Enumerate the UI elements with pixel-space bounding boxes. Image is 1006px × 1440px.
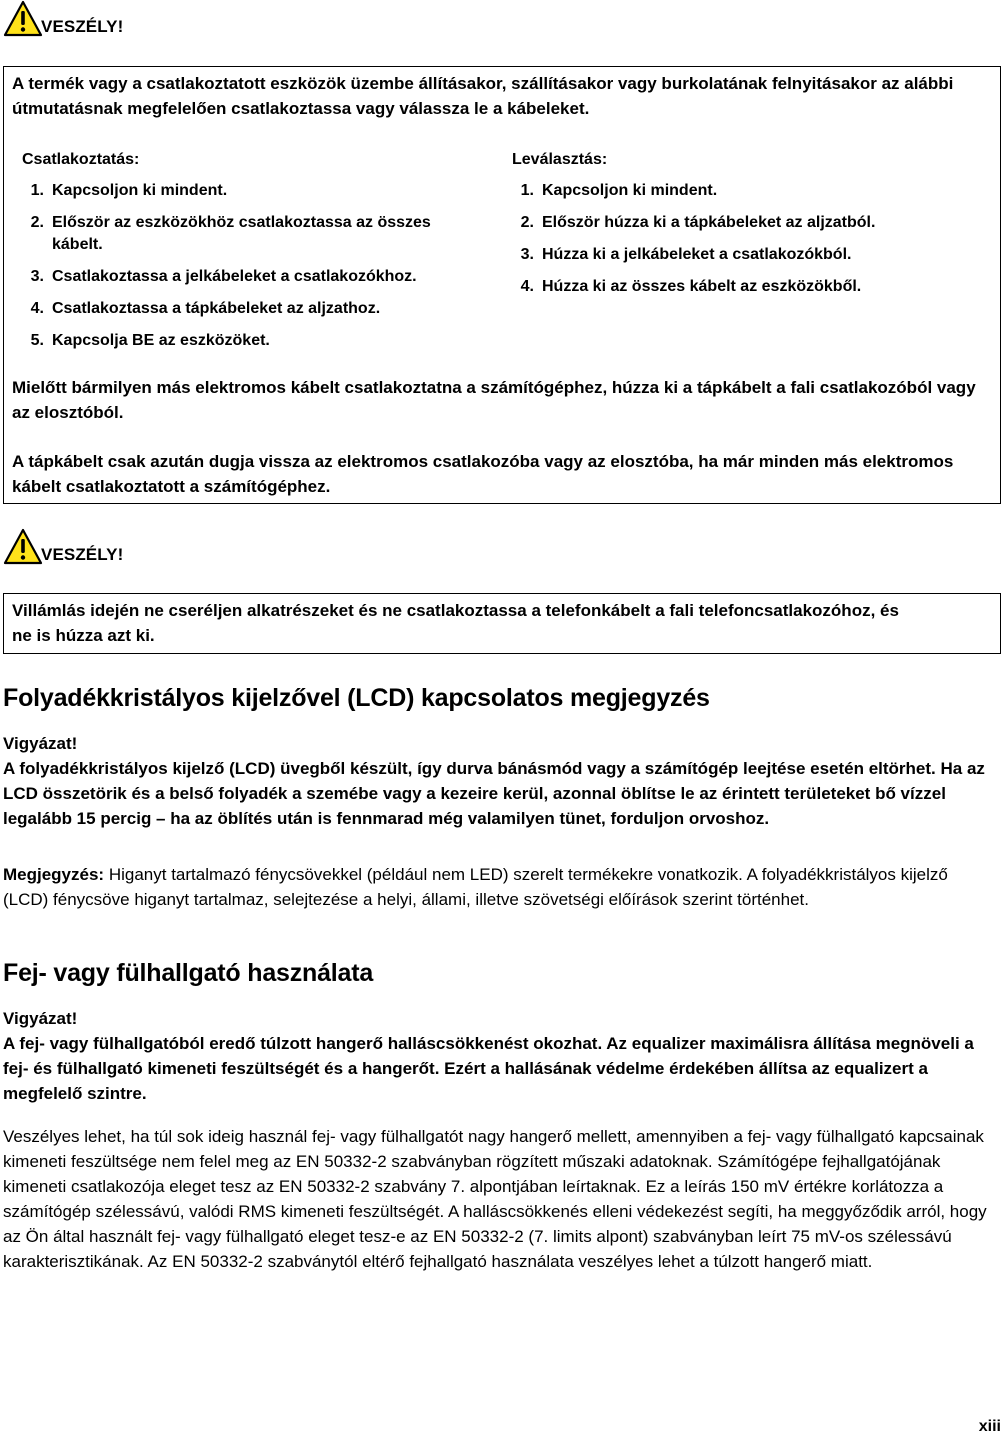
list-item: 2. Először húzza ki a tápkábeleket az aljzatból.: [520, 214, 876, 231]
danger-lead: A termék vagy a csatlakoztatott eszközök üzembe állításakor, szállításakor vagy burkolatának felnyitásakor az alábbi útmutatásnak megfelelően csatlakoztassa vagy válassza le a kábeleket.: [12, 74, 954, 118]
connect-heading: Csatlakoztatás:: [22, 151, 140, 168]
danger-note-replug: A tápkábelt csak azután dugja vissza az elektromos csatlakozóba vagy az elosztóba, ha már minden más elektromos kábelt csatlakoztatott a számítógéphez.: [12, 452, 954, 496]
danger-header-2: [3, 528, 123, 566]
list-item: 2. Először az eszközökhöz csatlakoztassa az összes kábelt.: [30, 214, 431, 253]
warning-triangle-icon: [3, 0, 43, 38]
connect-steps: [22, 180, 492, 352]
danger-box-cables: [3, 66, 1001, 504]
danger-box-lightning: [3, 593, 1001, 654]
headphone-caution-label: Vigyázat!: [3, 1009, 78, 1028]
lcd-caution-text: A folyadékkristályos kijelző (LCD) üvegből készült, így durva bánásmód vagy a számítógép leejtése esetén eltörhet. Ha az LCD összetörik és a belső folyadék a szemébe vagy a kezeire kerül, azonnal öblítse le az érintett területeket bő vízzel legalább 15 percig – ha az öblítés után is fennmarad még valamilyen tünet, forduljon orvoshoz.: [3, 759, 985, 828]
list-item: 3. Csatlakoztassa a jelkábeleket a csatlakozókhoz.: [30, 268, 417, 285]
danger-note-unplug: Mielőtt bármilyen más elektromos kábelt csatlakoztatna a számítógéphez, húzza ki a tápkábelt a fali csatlakozóból vagy az elosztóból.: [12, 378, 976, 422]
list-item: 5. Kapcsolja BE az eszközöket.: [30, 332, 270, 349]
headphone-body: Veszélyes lehet, ha túl sok ideig használ fej- vagy fülhallgatót nagy hangerő mellett, amennyiben a fej- vagy fülhallgató kapcsainak kimeneti feszültsége nem felel meg az EN 50332-2 szabványban rögzített műszaki adatoknak. Számítógépe fejhallgatójának kimeneti csatlakozója eleget tesz az EN 50332-2 szabvány 7. alpontjában leírtaknak. Ez a leírás 150 mV értékre korlátozza a számítógép szélessávú, valódi RMS kimeneti feszültségét. A halláscsökkenés elleni védekezést segíti, ha meggyőződik arról, hogy az Ön által használt fej- vagy fülhallgató eleget tesz-e az EN 50332-2 (7. limits alpont) szabványban leírt 75 mV-os szélessávú karakterisztikának. Az EN 50332-2 szabványtól eltérő fejhallgató használata veszélyes lehet a túlzott hangerő miatt.: [3, 1127, 987, 1271]
page-number: xiii: [978, 1418, 1001, 1435]
headphone-caution-text: A fej- vagy fülhallgatóból eredő túlzott hangerő halláscsökkenést okozhat. Az equalizer maximálisra állítása megnöveli a fej- és fülhallgató kimeneti feszültségét és a hangerőt. Ezért a hallásának védelme érdekében állítsa az equalizert a megfelelő szintre.: [3, 1034, 974, 1103]
danger-label: VESZÉLY!: [41, 17, 124, 36]
connect-column: [22, 151, 492, 362]
list-item: 3. Húzza ki a jelkábeleket a csatlakozókból.: [520, 246, 852, 263]
note-label: Megjegyzés:: [3, 865, 105, 884]
danger-header-1: [3, 0, 123, 38]
headphone-heading: Fej- vagy fülhallgató használata: [3, 959, 374, 987]
danger-label: VESZÉLY!: [41, 545, 124, 564]
list-item: 1. Kapcsoljon ki mindent.: [30, 182, 228, 199]
disconnect-column: [512, 151, 982, 308]
lcd-note: [3, 862, 988, 912]
lcd-heading: Folyadékkristályos kijelzővel (LCD) kapcsolatos megjegyzés: [3, 684, 710, 712]
list-item: 4. Húzza ki az összes kábelt az eszközökből.: [520, 278, 862, 295]
warning-triangle-icon: [3, 528, 43, 566]
list-item: 4. Csatlakoztassa a tápkábeleket az aljzathoz.: [30, 300, 381, 317]
list-item: 1. Kapcsoljon ki mindent.: [520, 182, 718, 199]
disconnect-steps: [512, 180, 982, 298]
danger-lightning-text: Villámlás idején ne cseréljen alkatrészeket és ne csatlakoztassa a telefonkábelt a fali telefoncsatlakozóhoz, és ne is húzza azt ki.: [12, 601, 899, 645]
note-text: Higanyt tartalmazó fénycsövekkel (például nem LED) szerelt termékekre vonatkozik. A folyadékkristályos kijelző (LCD) fénycsöve higanyt tartalmaz, selejtezése a helyi, állami, illetve szövetségi előírások szerint történhet.: [3, 865, 948, 909]
disconnect-heading: Leválasztás:: [512, 151, 608, 168]
lcd-caution-label: Vigyázat!: [3, 734, 78, 753]
